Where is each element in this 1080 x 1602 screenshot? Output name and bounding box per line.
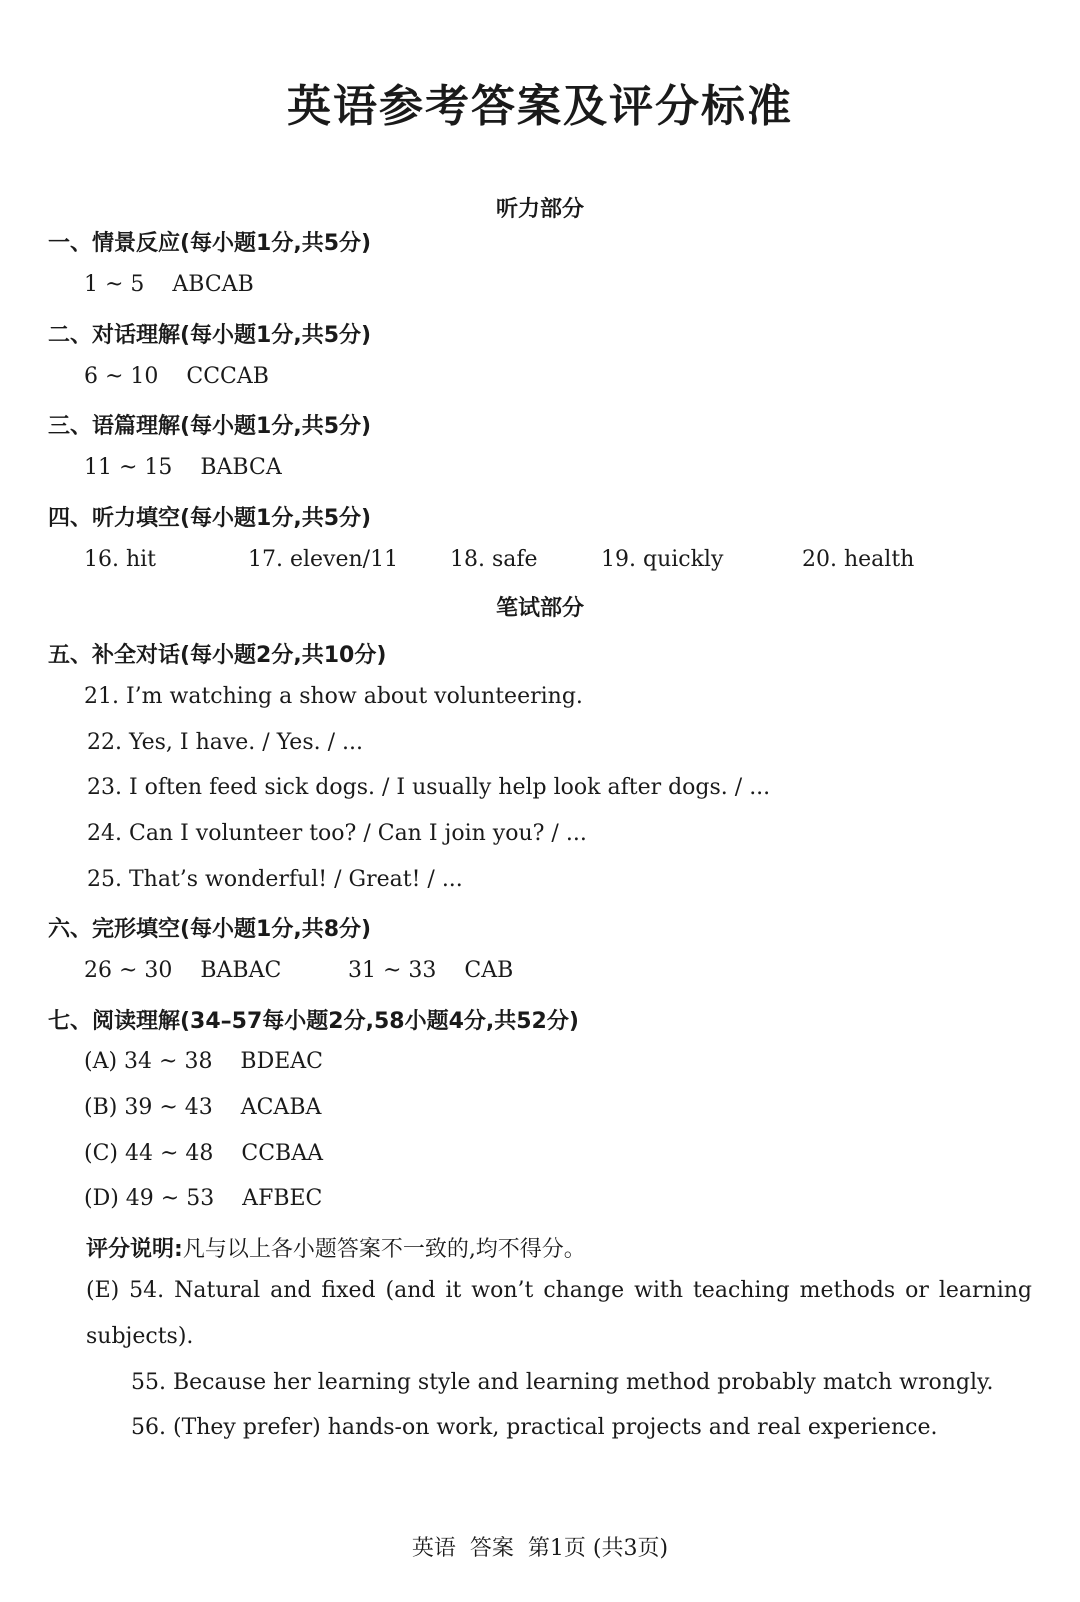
listening-part-title: 听力部分 <box>495 197 584 222</box>
answer-24: 24. Can I volunteer too? / Can I join you? / ... <box>87 821 587 846</box>
answer-56: 56. (They prefer) hands-on work, practical projects and real experience. <box>131 1415 938 1440</box>
answer-16: 16. hit <box>84 547 157 572</box>
answer-b: (B) 39 ~ 43 ACABA <box>84 1095 322 1120</box>
section-3-answer: 11 ~ 15 BABCA <box>84 455 282 480</box>
section-1-heading: 一、情景反应(每小题1分,共5分) <box>48 231 372 256</box>
answer-26-30: 26 ~ 30 BABAC <box>84 958 282 983</box>
answer-17: 17. eleven/11 <box>248 547 399 572</box>
scoring-note-text: 凡与以上各小题答案不一致的,均不得分。 <box>182 1237 586 1262</box>
answer-a: (A) 34 ~ 38 BDEAC <box>84 1049 324 1074</box>
section-4-heading: 四、听力填空(每小题1分,共5分) <box>48 506 372 531</box>
section-6-heading: 六、完形填空(每小题1分,共8分) <box>48 917 372 942</box>
section-1-answer: 1 ~ 5 ABCAB <box>84 272 254 297</box>
answer-d: (D) 49 ~ 53 AFBEC <box>84 1186 323 1211</box>
answer-54: (E) 54. Natural and fixed (and it won’t change with teaching methods or learning subjects). <box>86 1278 1032 1349</box>
answer-20: 20. health <box>802 547 915 572</box>
answer-55: 55. Because her learning style and learning method probably match wrongly. <box>131 1370 994 1395</box>
section-7-heading: 七、阅读理解(34–57每小题2分,58小题4分,共52分) <box>48 1009 579 1034</box>
page-footer: 英语 答案 第1页 (共3页) <box>411 1536 669 1561</box>
section-3-heading: 三、语篇理解(每小题1分,共5分) <box>48 414 372 439</box>
page-title: 英语参考答案及评分标准 <box>287 81 793 132</box>
answer-21: 21. I’m watching a show about volunteering. <box>84 684 583 709</box>
answer-31-33: 31 ~ 33 CAB <box>348 958 514 983</box>
section-5-heading: 五、补全对话(每小题2分,共10分) <box>48 643 387 668</box>
answer-22: 22. Yes, I have. / Yes. / ... <box>87 730 363 755</box>
section-2-heading: 二、对话理解(每小题1分,共5分) <box>48 323 372 348</box>
answer-18: 18. safe <box>450 547 538 572</box>
scoring-note-label: 评分说明: <box>86 1237 183 1262</box>
answer-19: 19. quickly <box>601 547 724 572</box>
answer-25: 25. That’s wonderful! / Great! / ... <box>87 867 463 892</box>
answer-c: (C) 44 ~ 48 CCBAA <box>84 1141 323 1166</box>
scoring-note <box>86 1232 586 1263</box>
writing-part-title: 笔试部分 <box>495 596 584 621</box>
section-2-answer: 6 ~ 10 CCCAB <box>84 364 269 389</box>
answer-23: 23. I often feed sick dogs. / I usually help look after dogs. / ... <box>87 775 771 800</box>
